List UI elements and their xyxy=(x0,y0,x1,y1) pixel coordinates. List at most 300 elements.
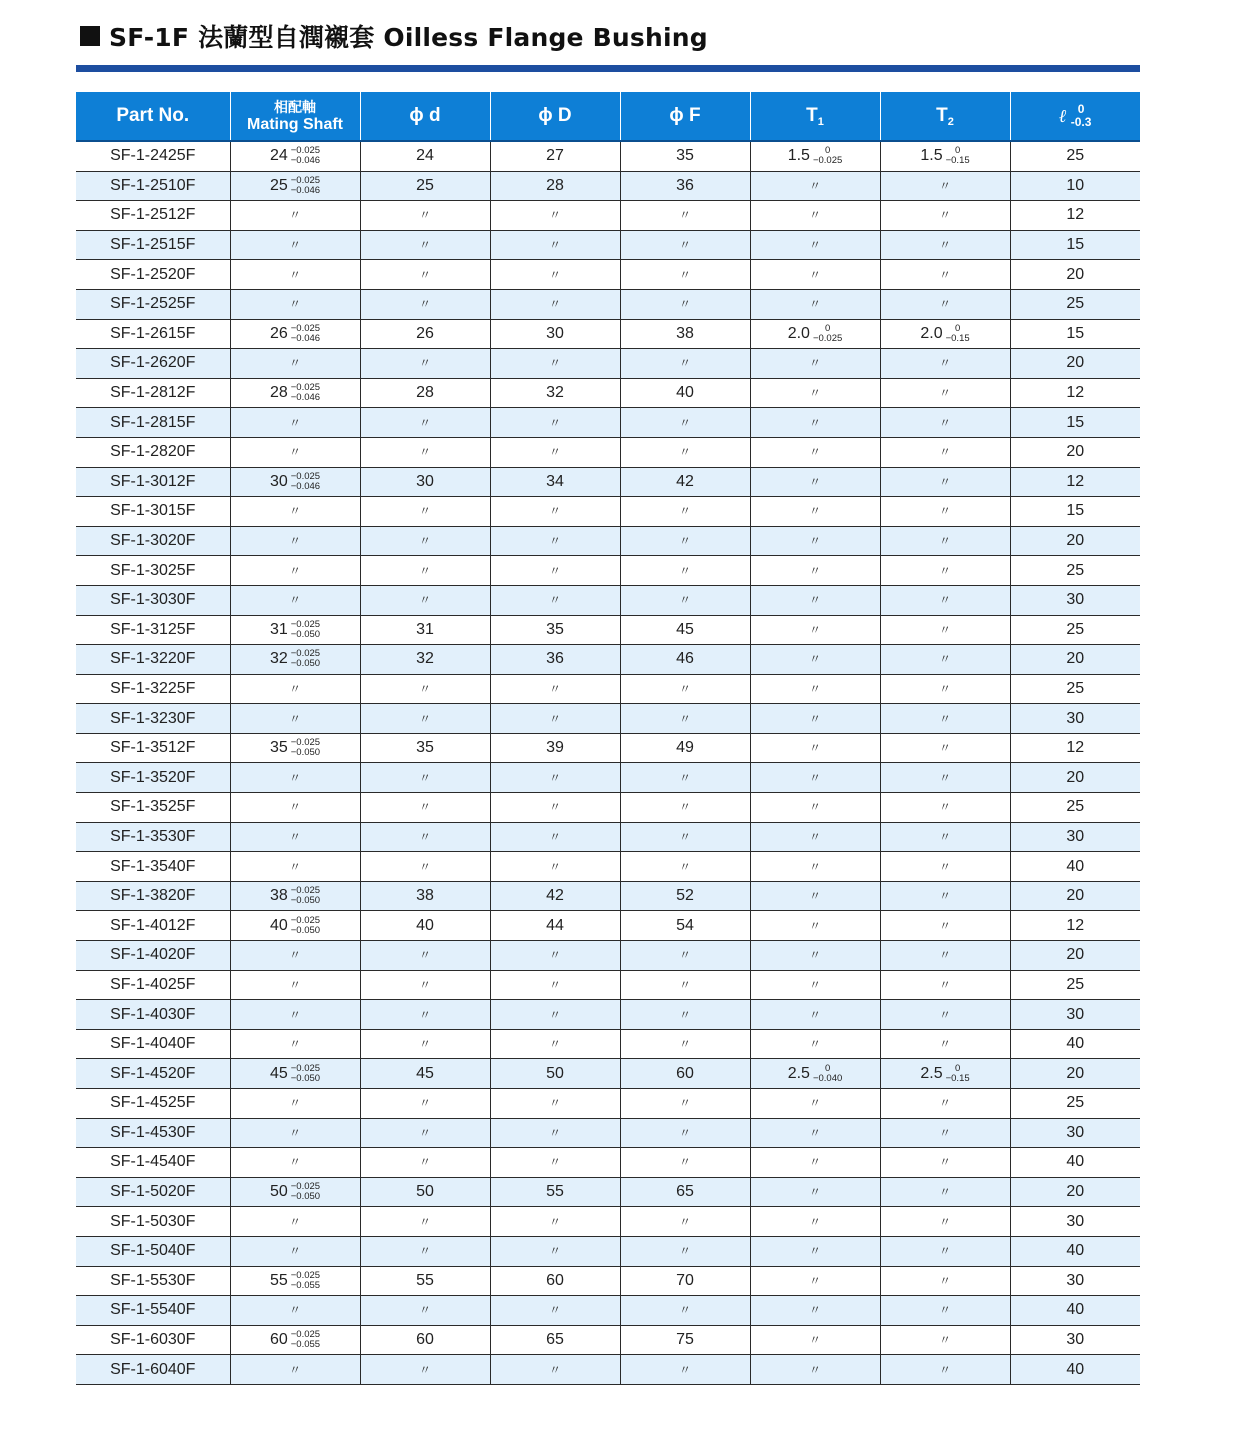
cell-D-value: 〃 xyxy=(548,1244,561,1259)
cell-F-value: 〃 xyxy=(678,238,691,253)
cell-t1 xyxy=(750,289,880,319)
cell-length xyxy=(1010,526,1140,556)
cell-t1-value: 〃 xyxy=(808,563,821,578)
cell-mating-shaft-lower: −0.050 xyxy=(290,924,321,936)
cell-t2-value: 〃 xyxy=(938,1273,951,1288)
cell-d-value: 〃 xyxy=(418,1244,431,1259)
cell-part-no-value: SF-1-4520F xyxy=(110,1064,196,1082)
cell-F-value: 〃 xyxy=(678,504,691,519)
cell-length xyxy=(1010,201,1140,231)
cell-t1 xyxy=(750,1207,880,1237)
cell-t2-value: 〃 xyxy=(938,948,951,963)
cell-D-value: 〃 xyxy=(548,534,561,549)
cell-mating-shaft-value: 50 xyxy=(269,1183,288,1201)
cell-part-no-value: SF-1-3540F xyxy=(110,857,196,875)
cell-D xyxy=(490,467,620,497)
cell-t1 xyxy=(750,911,880,941)
cell-part-no xyxy=(76,970,230,1000)
cell-part-no-value: SF-1-3512F xyxy=(110,739,196,757)
cell-mating-shaft xyxy=(230,1029,360,1059)
cell-D-value: 〃 xyxy=(548,504,561,519)
cell-length-value: 20 xyxy=(1066,946,1085,964)
cell-mating-shaft-value: 〃 xyxy=(288,445,301,460)
header-t2 xyxy=(880,92,1010,141)
cell-part-no xyxy=(76,704,230,734)
cell-t2-value: 1.5 xyxy=(920,147,943,165)
cell-mating-shaft-upper: −0.025 xyxy=(290,174,321,186)
cell-length xyxy=(1010,1325,1140,1355)
cell-part-no-value: SF-1-3820F xyxy=(110,887,196,905)
table-row xyxy=(76,319,1140,349)
cell-mating-shaft-tolerance xyxy=(270,1330,320,1350)
cell-mating-shaft-value: 〃 xyxy=(288,1362,301,1377)
table-row xyxy=(76,289,1140,319)
cell-part-no xyxy=(76,733,230,763)
cell-F xyxy=(620,141,750,171)
cell-mating-shaft-upper: −0.025 xyxy=(290,1269,321,1281)
cell-mating-shaft xyxy=(230,733,360,763)
cell-mating-shaft-lower: −0.050 xyxy=(290,895,321,907)
cell-d xyxy=(360,319,490,349)
cell-F-value: 〃 xyxy=(678,1244,691,1259)
cell-t1-value: 〃 xyxy=(808,178,821,193)
cell-d-value: 32 xyxy=(416,650,434,668)
cell-t2-value: 〃 xyxy=(938,1333,951,1348)
cell-mating-shaft xyxy=(230,704,360,734)
cell-part-no xyxy=(76,141,230,171)
cell-mating-shaft-value: 〃 xyxy=(288,977,301,992)
cell-part-no-value: SF-1-4025F xyxy=(110,975,196,993)
cell-t2-value: 〃 xyxy=(938,711,951,726)
cell-F xyxy=(620,763,750,793)
cell-t1 xyxy=(750,556,880,586)
cell-D xyxy=(490,941,620,971)
cell-d xyxy=(360,1355,490,1385)
cell-t1-tolerance xyxy=(788,1064,843,1084)
cell-d-value: 25 xyxy=(416,176,434,194)
cell-part-no xyxy=(76,289,230,319)
cell-d-value: 35 xyxy=(416,739,434,757)
table-row xyxy=(76,1207,1140,1237)
cell-part-no xyxy=(76,822,230,852)
cell-part-no xyxy=(76,1266,230,1296)
cell-t1-value: 〃 xyxy=(808,711,821,726)
cell-length xyxy=(1010,645,1140,675)
cell-part-no xyxy=(76,1148,230,1178)
cell-D-value: 〃 xyxy=(548,1362,561,1377)
cell-F-value: 60 xyxy=(676,1064,694,1082)
cell-mating-shaft-value: 〃 xyxy=(288,356,301,371)
cell-F xyxy=(620,1236,750,1266)
square-bullet-icon xyxy=(80,26,100,46)
cell-part-no-value: SF-1-3225F xyxy=(110,679,196,697)
cell-F-value: 〃 xyxy=(678,1362,691,1377)
cell-mating-shaft-value: 32 xyxy=(269,650,288,668)
cell-F xyxy=(620,230,750,260)
cell-length-value: 20 xyxy=(1066,1064,1085,1082)
cell-t2 xyxy=(880,319,1010,349)
cell-t1 xyxy=(750,1000,880,1030)
cell-F-value: 49 xyxy=(676,739,694,757)
cell-mating-shaft xyxy=(230,1325,360,1355)
header-t2-sub: 2 xyxy=(947,115,954,128)
cell-mating-shaft-value: 60 xyxy=(269,1331,288,1349)
cell-length xyxy=(1010,1029,1140,1059)
cell-t2-upper: 0 xyxy=(954,322,961,334)
cell-D-value: 〃 xyxy=(548,267,561,282)
cell-mating-shaft xyxy=(230,1118,360,1148)
cell-t2-value: 〃 xyxy=(938,445,951,460)
cell-mating-shaft-value: 〃 xyxy=(288,1096,301,1111)
cell-t2 xyxy=(880,852,1010,882)
cell-d xyxy=(360,1296,490,1326)
cell-mating-shaft-upper: −0.025 xyxy=(290,648,321,660)
cell-t1-value: 2.0 xyxy=(787,324,810,342)
cell-mating-shaft xyxy=(230,1355,360,1385)
cell-F xyxy=(620,1059,750,1089)
cell-part-no xyxy=(76,497,230,527)
cell-d-value: 〃 xyxy=(418,800,431,815)
cell-F-value: 40 xyxy=(676,384,694,402)
cell-F-value: 〃 xyxy=(678,859,691,874)
cell-F xyxy=(620,941,750,971)
cell-t2-value: 〃 xyxy=(938,1096,951,1111)
cell-mating-shaft-value: 〃 xyxy=(288,1244,301,1259)
cell-mating-shaft-tolerance xyxy=(270,1182,320,1202)
table-header-row xyxy=(76,92,1140,141)
cell-t2-value: 〃 xyxy=(938,297,951,312)
cell-D-value: 〃 xyxy=(548,415,561,430)
cell-t1-value: 〃 xyxy=(808,977,821,992)
cell-mating-shaft-lower: −0.050 xyxy=(290,658,321,670)
cell-d xyxy=(360,171,490,201)
table-row xyxy=(76,1148,1140,1178)
cell-D xyxy=(490,1207,620,1237)
cell-D xyxy=(490,497,620,527)
cell-mating-shaft xyxy=(230,645,360,675)
cell-F xyxy=(620,171,750,201)
cell-t1 xyxy=(750,230,880,260)
cell-part-no xyxy=(76,1355,230,1385)
cell-D xyxy=(490,704,620,734)
cell-t2-upper: 0 xyxy=(954,145,961,157)
cell-d-value: 45 xyxy=(416,1064,434,1082)
cell-d xyxy=(360,615,490,645)
table-row xyxy=(76,408,1140,438)
cell-F-value: 〃 xyxy=(678,534,691,549)
cell-d-value: 〃 xyxy=(418,977,431,992)
cell-F-value: 〃 xyxy=(678,267,691,282)
cell-t1 xyxy=(750,1236,880,1266)
cell-D-value: 〃 xyxy=(548,1007,561,1022)
cell-mating-shaft-lower: −0.050 xyxy=(290,1072,321,1084)
cell-D-value: 〃 xyxy=(548,977,561,992)
cell-t2 xyxy=(880,585,1010,615)
cell-length xyxy=(1010,763,1140,793)
cell-t1 xyxy=(750,822,880,852)
cell-part-no xyxy=(76,1089,230,1119)
cell-length xyxy=(1010,1000,1140,1030)
cell-F-value: 〃 xyxy=(678,297,691,312)
cell-D-value: 〃 xyxy=(548,445,561,460)
cell-t1 xyxy=(750,408,880,438)
cell-D xyxy=(490,1089,620,1119)
header-length-upper: 0 xyxy=(1077,102,1085,116)
cell-t1-value: 〃 xyxy=(808,1125,821,1140)
cell-part-no xyxy=(76,645,230,675)
cell-length-value: 25 xyxy=(1066,620,1085,638)
cell-mating-shaft-tolerance xyxy=(270,176,320,196)
cell-mating-shaft xyxy=(230,408,360,438)
cell-t2-value: 〃 xyxy=(938,1185,951,1200)
cell-mating-shaft-value: 〃 xyxy=(288,859,301,874)
cell-part-no-value: SF-1-4540F xyxy=(110,1153,196,1171)
cell-mating-shaft-upper: −0.025 xyxy=(290,322,321,334)
cell-F-value: 〃 xyxy=(678,1303,691,1318)
cell-length xyxy=(1010,408,1140,438)
cell-t2 xyxy=(880,378,1010,408)
cell-mating-shaft-upper: −0.025 xyxy=(290,618,321,630)
cell-t1-value: 〃 xyxy=(808,1007,821,1022)
cell-t1-value: 〃 xyxy=(808,622,821,637)
table-row xyxy=(76,911,1140,941)
cell-part-no-value: SF-1-4030F xyxy=(110,1005,196,1023)
cell-mating-shaft-tolerance xyxy=(270,324,320,344)
cell-part-no-value: SF-1-3525F xyxy=(110,798,196,816)
cell-part-no xyxy=(76,852,230,882)
cell-t1 xyxy=(750,201,880,231)
cell-length xyxy=(1010,970,1140,1000)
cell-length xyxy=(1010,1118,1140,1148)
cell-t2-value: 〃 xyxy=(938,859,951,874)
cell-mating-shaft xyxy=(230,201,360,231)
cell-t2-value: 〃 xyxy=(938,474,951,489)
cell-t2 xyxy=(880,645,1010,675)
cell-d-value: 〃 xyxy=(418,563,431,578)
cell-t2-value: 〃 xyxy=(938,386,951,401)
cell-mating-shaft xyxy=(230,1207,360,1237)
cell-D xyxy=(490,526,620,556)
cell-mating-shaft xyxy=(230,822,360,852)
cell-length xyxy=(1010,1355,1140,1385)
cell-mating-shaft xyxy=(230,1059,360,1089)
cell-t2 xyxy=(880,970,1010,1000)
cell-t2 xyxy=(880,1266,1010,1296)
cell-F xyxy=(620,1355,750,1385)
table-body xyxy=(76,141,1140,1384)
cell-part-no-value: SF-1-2425F xyxy=(110,147,196,165)
cell-t1-upper: 0 xyxy=(824,322,831,334)
cell-D xyxy=(490,1059,620,1089)
cell-t2 xyxy=(880,1029,1010,1059)
cell-t1-value: 〃 xyxy=(808,741,821,756)
cell-F-value: 54 xyxy=(676,916,694,934)
table-row xyxy=(76,1059,1140,1089)
cell-F xyxy=(620,260,750,290)
cell-D-value: 〃 xyxy=(548,208,561,223)
cell-mating-shaft-value: 〃 xyxy=(288,711,301,726)
cell-t2 xyxy=(880,1059,1010,1089)
cell-mating-shaft-value: 〃 xyxy=(288,208,301,223)
cell-t1-lower: −0.025 xyxy=(812,155,843,167)
cell-t2-value: 〃 xyxy=(938,1214,951,1229)
cell-D-value: 〃 xyxy=(548,859,561,874)
cell-D xyxy=(490,970,620,1000)
cell-t1-value: 〃 xyxy=(808,770,821,785)
cell-t2-value: 〃 xyxy=(938,622,951,637)
cell-mating-shaft xyxy=(230,1236,360,1266)
cell-part-no-value: SF-1-2812F xyxy=(110,384,196,402)
cell-t2-value: 〃 xyxy=(938,356,951,371)
cell-mating-shaft xyxy=(230,260,360,290)
cell-F-value: 38 xyxy=(676,324,694,342)
cell-mating-shaft-limits xyxy=(291,176,320,196)
cell-d-value: 〃 xyxy=(418,1214,431,1229)
table-row xyxy=(76,852,1140,882)
cell-t1-value: 〃 xyxy=(808,238,821,253)
cell-d xyxy=(360,733,490,763)
cell-D-value: 〃 xyxy=(548,1303,561,1318)
cell-t2-value: 〃 xyxy=(938,1155,951,1170)
cell-part-no-value: SF-1-2615F xyxy=(110,324,196,342)
cell-t2 xyxy=(880,201,1010,231)
cell-t1 xyxy=(750,585,880,615)
cell-t2-value: 〃 xyxy=(938,829,951,844)
cell-t1-value: 〃 xyxy=(808,918,821,933)
cell-t1 xyxy=(750,793,880,823)
cell-D xyxy=(490,674,620,704)
cell-d-value: 50 xyxy=(416,1183,434,1201)
header-D: ϕ D xyxy=(490,92,620,141)
cell-mating-shaft-value: 〃 xyxy=(288,1007,301,1022)
cell-t1 xyxy=(750,1355,880,1385)
cell-t2 xyxy=(880,1148,1010,1178)
table-row xyxy=(76,615,1140,645)
cell-D-value: 35 xyxy=(546,620,564,638)
cell-length xyxy=(1010,437,1140,467)
cell-length-value: 40 xyxy=(1066,1360,1085,1378)
cell-d xyxy=(360,141,490,171)
cell-D-value: 〃 xyxy=(548,593,561,608)
cell-part-no xyxy=(76,1177,230,1207)
cell-t1-limits xyxy=(813,1064,842,1084)
cell-D xyxy=(490,201,620,231)
cell-d xyxy=(360,1236,490,1266)
cell-D-value: 28 xyxy=(546,176,564,194)
cell-t1 xyxy=(750,615,880,645)
cell-d xyxy=(360,378,490,408)
cell-t1-value: 〃 xyxy=(808,267,821,282)
cell-d-value: 40 xyxy=(416,916,434,934)
cell-part-no xyxy=(76,793,230,823)
cell-part-no-value: SF-1-5040F xyxy=(110,1242,196,1260)
cell-part-no-value: SF-1-3012F xyxy=(110,472,196,490)
table-row xyxy=(76,793,1140,823)
cell-t2 xyxy=(880,1355,1010,1385)
cell-mating-shaft-value: 〃 xyxy=(288,1125,301,1140)
cell-mating-shaft-value: 〃 xyxy=(288,681,301,696)
cell-mating-shaft-limits xyxy=(291,1064,320,1084)
cell-t1 xyxy=(750,941,880,971)
cell-length xyxy=(1010,852,1140,882)
cell-mating-shaft-lower: −0.050 xyxy=(290,1191,321,1203)
cell-D-value: 〃 xyxy=(548,1125,561,1140)
cell-D-value: 34 xyxy=(546,472,564,490)
cell-length-value: 20 xyxy=(1066,532,1085,550)
cell-part-no xyxy=(76,260,230,290)
cell-length-value: 40 xyxy=(1066,1301,1085,1319)
cell-t2 xyxy=(880,230,1010,260)
cell-t2 xyxy=(880,881,1010,911)
cell-mating-shaft xyxy=(230,793,360,823)
cell-t1 xyxy=(750,349,880,379)
cell-mating-shaft-limits xyxy=(291,649,320,669)
cell-length xyxy=(1010,1177,1140,1207)
cell-mating-shaft-limits xyxy=(291,916,320,936)
cell-d-value: 26 xyxy=(416,324,434,342)
cell-F xyxy=(620,1266,750,1296)
cell-t1 xyxy=(750,1059,880,1089)
cell-part-no xyxy=(76,1118,230,1148)
cell-F xyxy=(620,1148,750,1178)
cell-F xyxy=(620,911,750,941)
cell-F-value: 〃 xyxy=(678,1096,691,1111)
cell-t2 xyxy=(880,1000,1010,1030)
table-row xyxy=(76,1325,1140,1355)
cell-length-value: 10 xyxy=(1066,176,1085,194)
cell-F xyxy=(620,1325,750,1355)
cell-mating-shaft-value: 38 xyxy=(269,887,288,905)
cell-t2-value: 〃 xyxy=(938,1007,951,1022)
table-row xyxy=(76,230,1140,260)
cell-length-value: 30 xyxy=(1066,709,1085,727)
cell-length xyxy=(1010,793,1140,823)
cell-mating-shaft xyxy=(230,349,360,379)
cell-part-no-value: SF-1-2512F xyxy=(110,206,196,224)
cell-D-value: 36 xyxy=(546,650,564,668)
cell-mating-shaft xyxy=(230,970,360,1000)
cell-part-no xyxy=(76,408,230,438)
cell-mating-shaft xyxy=(230,497,360,527)
cell-mating-shaft-value: 〃 xyxy=(288,267,301,282)
cell-t2-value: 〃 xyxy=(938,1037,951,1052)
cell-length-value: 40 xyxy=(1066,1153,1085,1171)
table-row xyxy=(76,585,1140,615)
cell-t1-value: 〃 xyxy=(808,297,821,312)
table-row xyxy=(76,674,1140,704)
cell-mating-shaft-tolerance xyxy=(270,620,320,640)
cell-t1-value: 〃 xyxy=(808,829,821,844)
cell-D-value: 30 xyxy=(546,324,564,342)
cell-part-no-value: SF-1-4020F xyxy=(110,946,196,964)
table-row xyxy=(76,201,1140,231)
cell-mating-shaft xyxy=(230,1148,360,1178)
cell-F xyxy=(620,556,750,586)
cell-mating-shaft-value: 〃 xyxy=(288,948,301,963)
cell-D xyxy=(490,378,620,408)
cell-d xyxy=(360,881,490,911)
cell-t2 xyxy=(880,1296,1010,1326)
cell-D xyxy=(490,1325,620,1355)
cell-length-value: 30 xyxy=(1066,1331,1085,1349)
cell-mating-shaft-value: 45 xyxy=(269,1064,288,1082)
cell-t2 xyxy=(880,1089,1010,1119)
cell-d-value: 〃 xyxy=(418,297,431,312)
cell-d-value: 〃 xyxy=(418,770,431,785)
cell-F xyxy=(620,674,750,704)
cell-length-value: 40 xyxy=(1066,1035,1085,1053)
cell-t1-value: 〃 xyxy=(808,474,821,489)
